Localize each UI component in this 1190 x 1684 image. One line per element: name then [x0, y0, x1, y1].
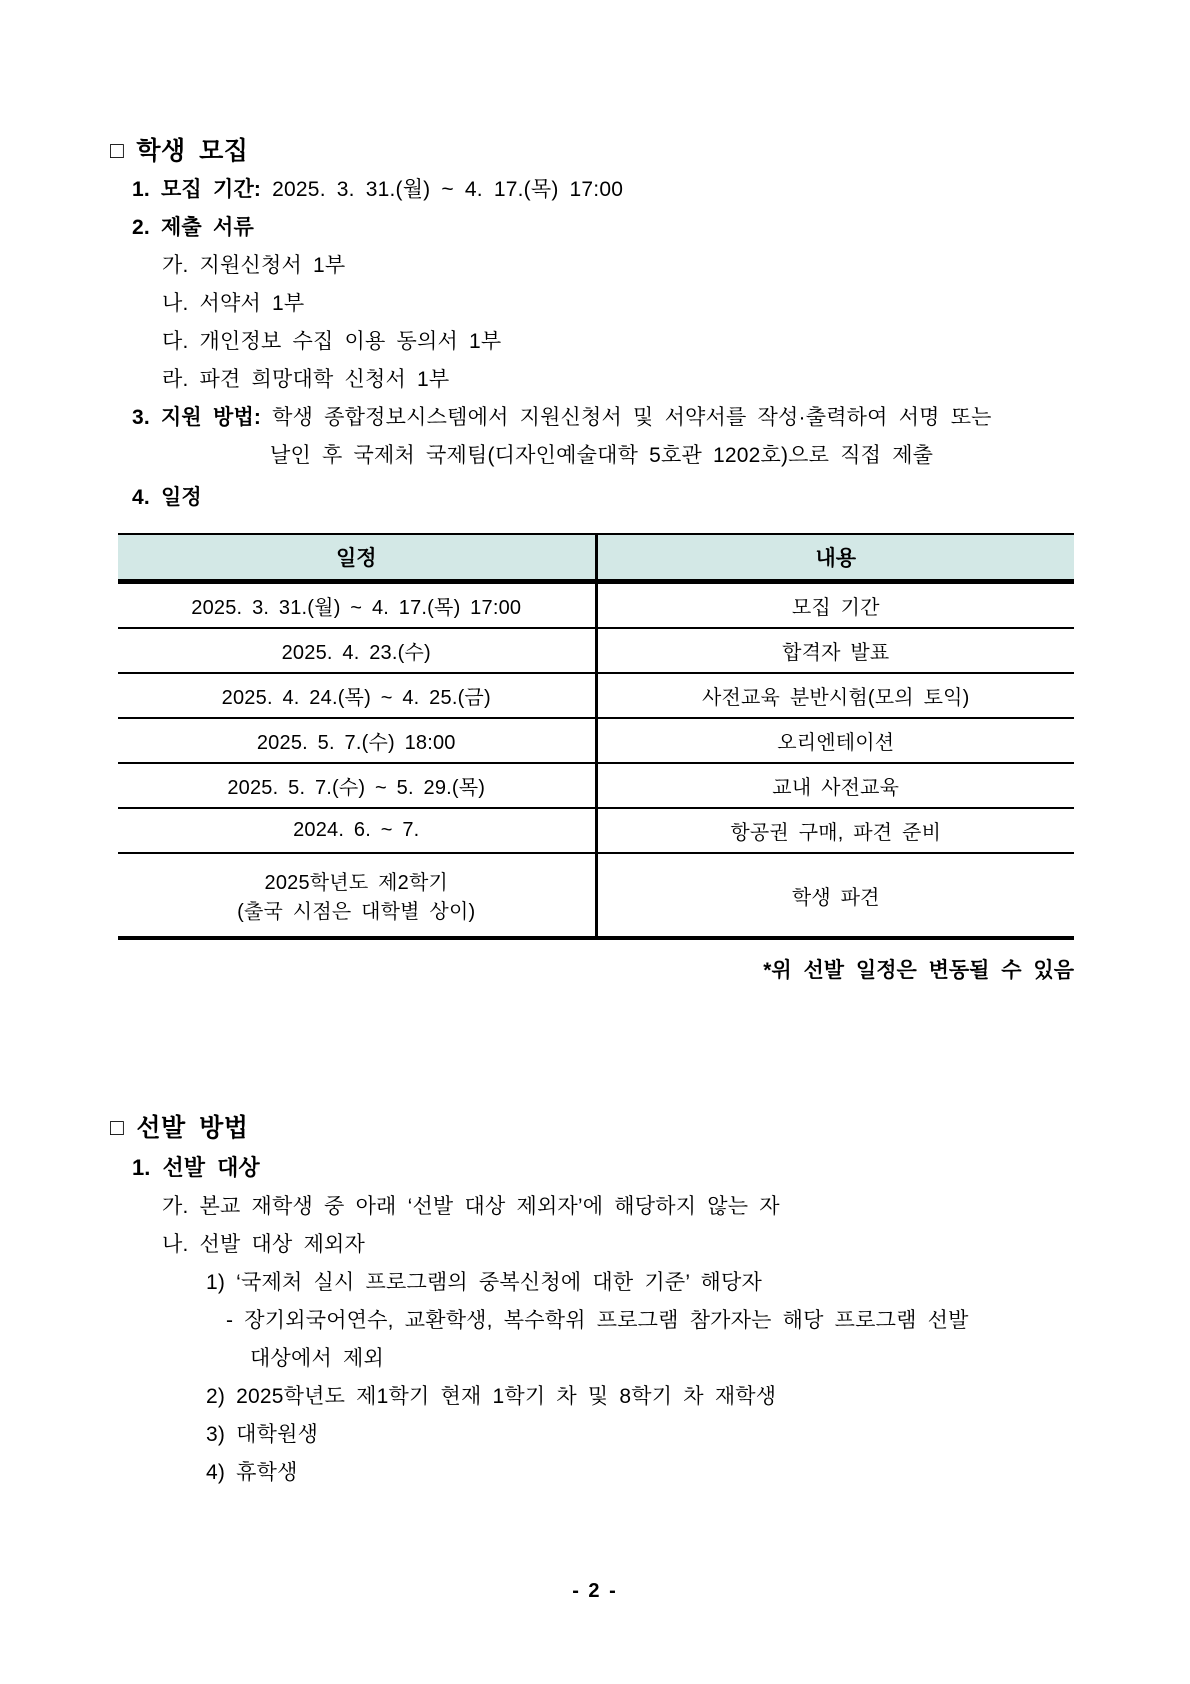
schedule-cell: 2025. 5. 7.(수) ~ 5. 29.(목) — [118, 763, 596, 808]
table-row — [118, 853, 1074, 938]
exclusion-detail-text: 장기외국어연수, 교환학생, 복수학위 프로그램 참가자는 해당 프로그램 선발 — [244, 1309, 969, 1332]
schedule-cell-line2: (출국 시점은 대학별 상이) — [237, 901, 476, 923]
document-item: 다. 개인정보 수집 이용 동의서 1부 — [162, 330, 502, 353]
table-row — [118, 808, 1074, 853]
table-row — [118, 763, 1074, 808]
schedule-cell: 2024. 6. ~ 7. — [118, 808, 596, 853]
documents-heading: 2. 제출 서류 — [132, 216, 254, 239]
exclusion-item-1-detail-line2: 대상에서 제외 — [250, 1347, 384, 1370]
content-cell: 사전교육 분반시험(모의 토익) — [596, 673, 1074, 718]
schedule-table — [118, 533, 1074, 940]
section-spacer — [110, 990, 1082, 1108]
document-item: 나. 서약서 1부 — [162, 292, 305, 315]
schedule-cell: 2025. 4. 23.(수) — [118, 628, 596, 673]
content-cell: 오리엔테이션 — [596, 718, 1074, 763]
selection-item-na: 나. 선발 대상 제외자 — [162, 1233, 366, 1256]
application-method-text1: 학생 종합정보시스템에서 지원신청서 및 서약서를 작성·출력하여 서명 또는 — [272, 406, 992, 429]
exclusion-item-2: 2) 2025학년도 제1학기 현재 1학기 차 및 8학기 차 재학생 — [206, 1385, 777, 1408]
selection-section-heading — [110, 1108, 1082, 1148]
recruitment-period-label: 1. 모집 기간: — [132, 178, 262, 201]
application-method-line2: 날인 후 국제처 국제팀(디자인예술대학 5호관 1202호)으로 직접 제출 — [270, 444, 934, 467]
content-cell: 교내 사전교육 — [596, 763, 1074, 808]
document-item: 라. 파견 희망대학 신청서 1부 — [162, 368, 450, 391]
table-row — [118, 628, 1074, 673]
schedule-column-header: 일정 — [118, 534, 596, 582]
schedule-heading: 4. 일정 — [132, 486, 202, 509]
content-cell: 합격자 발표 — [596, 628, 1074, 673]
section-box-icon: □ — [110, 1113, 125, 1140]
content-cell: 항공권 구매, 파견 준비 — [596, 808, 1074, 853]
schedule-cell: 2025. 4. 24.(목) ~ 4. 25.(금) — [118, 673, 596, 718]
exclusion-item-4: 4) 휴학생 — [206, 1461, 298, 1484]
exclusion-item-1-detail-line1 — [110, 1302, 1082, 1340]
application-method-label: 3. 지원 방법: — [132, 406, 262, 429]
schedule-cell: 2025. 3. 31.(월) ~ 4. 17.(목) 17:00 — [118, 582, 596, 629]
schedule-cell: 2025. 5. 7.(수) 18:00 — [118, 718, 596, 763]
schedule-change-note: *위 선발 일정은 변동될 수 있음 — [763, 959, 1074, 982]
table-row — [118, 673, 1074, 718]
document-item: 가. 지원신청서 1부 — [162, 254, 346, 277]
application-method-line1 — [110, 399, 1082, 437]
content-cell: 학생 파견 — [596, 853, 1074, 938]
recruitment-section-heading — [110, 131, 1082, 171]
schedule-cell — [118, 853, 596, 938]
page-number: - 2 - — [572, 1580, 618, 1602]
schedule-cell-line1: 2025학년도 제2학기 — [264, 872, 448, 894]
table-row — [118, 582, 1074, 629]
exclusion-item-1: 1) ‘국제처 실시 프로그램의 중복신청에 대한 기준’ 해당자 — [206, 1271, 762, 1294]
selection-target-heading: 1. 선발 대상 — [132, 1155, 260, 1180]
recruitment-period-value: 2025. 3. 31.(월) ~ 4. 17.(목) 17:00 — [272, 178, 624, 201]
content-cell: 모집 기간 — [596, 582, 1074, 629]
recruitment-period-line — [110, 171, 1082, 209]
selection-section-title: 선발 방법 — [136, 1114, 249, 1142]
exclusion-item-3: 3) 대학원생 — [206, 1423, 319, 1446]
table-row — [118, 718, 1074, 763]
schedule-table-wrap — [118, 533, 1074, 940]
selection-item-ga: 가. 본교 재학생 중 아래 ‘선발 대상 제외자’에 해당하지 않는 자 — [162, 1195, 780, 1218]
content-column-header: 내용 — [596, 534, 1074, 582]
schedule-table-header-row — [118, 534, 1074, 582]
recruitment-section-title: 학생 모집 — [136, 137, 249, 165]
dash-bullet: - — [226, 1309, 234, 1332]
section-box-icon: □ — [110, 136, 125, 163]
